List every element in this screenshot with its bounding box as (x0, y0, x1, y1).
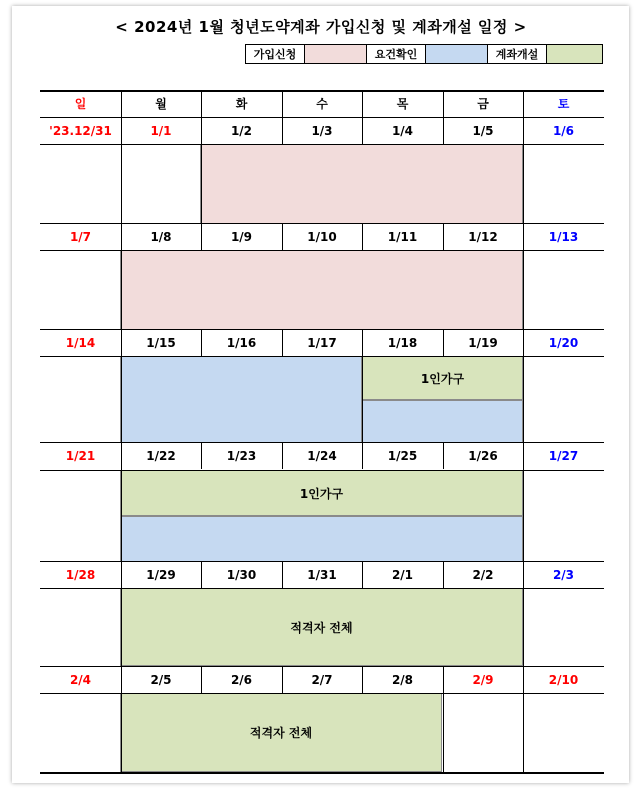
legend-swatch-account-opening (547, 45, 602, 63)
grid-vline (443, 117, 444, 144)
block-opening-all-week6 (120, 693, 442, 772)
grid-vline (282, 90, 283, 117)
date-cell: 1/13 (548, 229, 579, 244)
grid-vline (362, 666, 363, 693)
date-cell: 1/24 (307, 448, 337, 463)
block-opening-all-week5 (120, 588, 523, 666)
date-cell: 2/5 (150, 672, 172, 687)
legend (245, 44, 603, 64)
day-header: 토 (557, 97, 570, 111)
date-cell: '23.12/31 (49, 123, 112, 138)
grid-vline (201, 561, 202, 588)
grid-vline (282, 561, 283, 588)
grid-vline (443, 693, 444, 772)
grid-vline (201, 329, 202, 356)
grid-vline (443, 90, 444, 117)
block-label: 1인가구 (299, 486, 344, 501)
date-cell: 1/11 (387, 229, 418, 244)
day-header: 일 (74, 97, 87, 111)
grid-vline (362, 90, 363, 117)
date-cell: 2/1 (391, 567, 414, 582)
grid-vline (362, 442, 363, 469)
legend-swatch-application (305, 45, 367, 63)
grid-vline (201, 666, 202, 693)
date-cell: 2/7 (311, 672, 333, 687)
date-cell: 1/22 (146, 448, 176, 463)
grid-hline (40, 442, 604, 443)
date-cell: 1/31 (307, 567, 337, 582)
grid-hline (40, 772, 604, 774)
date-cell: 1/6 (552, 123, 575, 138)
date-cell: 1/8 (150, 229, 172, 244)
date-cell: 2/2 (472, 567, 494, 582)
date-cell: 1/23 (226, 448, 257, 463)
grid-vline (282, 329, 283, 356)
date-cell: 1/7 (69, 229, 92, 244)
grid-hline (40, 90, 604, 92)
date-cell: 1/29 (146, 567, 176, 582)
date-cell: 1/10 (307, 229, 337, 244)
grid-vline (443, 329, 444, 356)
date-cell: 1/27 (548, 448, 579, 463)
grid-vline (443, 223, 444, 250)
grid-vline (201, 223, 202, 250)
day-header: 화 (235, 97, 248, 111)
grid-hline (40, 223, 604, 224)
legend-label-verification: 요건확인 (367, 45, 426, 63)
date-cell: 2/3 (552, 567, 575, 582)
block-label: 적격자 전체 (249, 726, 313, 740)
block-label: 적격자 전체 (290, 620, 353, 635)
date-cell: 1/3 (311, 123, 333, 138)
date-cell: 1/4 (391, 123, 414, 138)
date-cell: 1/2 (230, 123, 253, 138)
grid-vline (362, 561, 363, 588)
grid-vline (282, 117, 283, 144)
date-cell: 1/9 (230, 229, 253, 244)
block-application-week1 (200, 144, 523, 224)
day-header: 월 (155, 97, 167, 111)
page-title: < 2024년 1월 청년도약계좌 가입신청 및 계좌개설 일정 > (115, 18, 527, 36)
block-opening-single-week3 (362, 356, 523, 400)
date-cell: 2/4 (69, 672, 92, 687)
block-verification-week3b (362, 400, 523, 443)
grid-hline (40, 666, 604, 667)
date-cell: 1/30 (226, 567, 257, 582)
day-header: 수 (316, 97, 328, 111)
date-cell: 1/16 (226, 335, 257, 350)
date-cell: 2/6 (230, 672, 253, 687)
date-cell: 1/20 (548, 335, 579, 350)
grid-vline (443, 666, 444, 693)
date-cell: 1/1 (150, 123, 172, 138)
date-cell: 1/25 (387, 448, 418, 463)
date-cell: 1/14 (65, 335, 96, 350)
block-opening-single-week4 (120, 470, 523, 516)
date-cell: 1/28 (65, 567, 96, 582)
grid-vline (201, 90, 202, 117)
grid-hline (40, 117, 604, 118)
date-cell: 2/10 (548, 672, 579, 687)
date-cell: 1/19 (468, 335, 498, 350)
grid-vline (362, 223, 363, 250)
grid-vline (443, 442, 444, 469)
grid-hline (40, 470, 604, 471)
grid-hline (40, 588, 604, 589)
grid-hline (40, 144, 604, 145)
grid-vline (362, 117, 363, 144)
grid-hline (40, 356, 604, 357)
block-verification-week4 (120, 516, 523, 562)
grid-vline (201, 117, 202, 144)
day-header: 금 (477, 97, 489, 111)
date-cell: 1/5 (472, 123, 494, 138)
grid-hline (40, 693, 604, 694)
date-cell: 1/12 (468, 229, 498, 244)
day-header: 목 (396, 97, 409, 111)
legend-label-account-opening: 계좌개설 (488, 45, 547, 63)
date-cell: 1/18 (387, 335, 418, 350)
date-cell: 1/15 (146, 335, 176, 350)
grid-vline (282, 223, 283, 250)
grid-vline (121, 90, 122, 772)
calendar-grid (40, 90, 604, 772)
grid-vline (362, 329, 363, 356)
grid-vline (282, 666, 283, 693)
grid-vline (201, 442, 202, 469)
date-cell: 2/8 (391, 672, 414, 687)
legend-label-application: 가입신청 (246, 45, 305, 63)
grid-vline (523, 90, 524, 772)
legend-swatch-verification (426, 45, 488, 63)
grid-vline (443, 561, 444, 588)
grid-vline (282, 442, 283, 469)
date-cell: 1/17 (307, 335, 337, 350)
date-cell: 1/21 (65, 448, 96, 463)
grid-hline (40, 250, 604, 251)
grid-vline (201, 144, 202, 223)
grid-vline (362, 356, 363, 442)
block-application-week2 (120, 250, 523, 330)
date-cell: 1/26 (468, 448, 498, 463)
date-cell: 2/9 (472, 672, 494, 687)
grid-hline (40, 329, 604, 330)
block-label: 1인가구 (420, 371, 465, 386)
block-verification-week3 (120, 356, 362, 443)
grid-hline (40, 561, 604, 562)
